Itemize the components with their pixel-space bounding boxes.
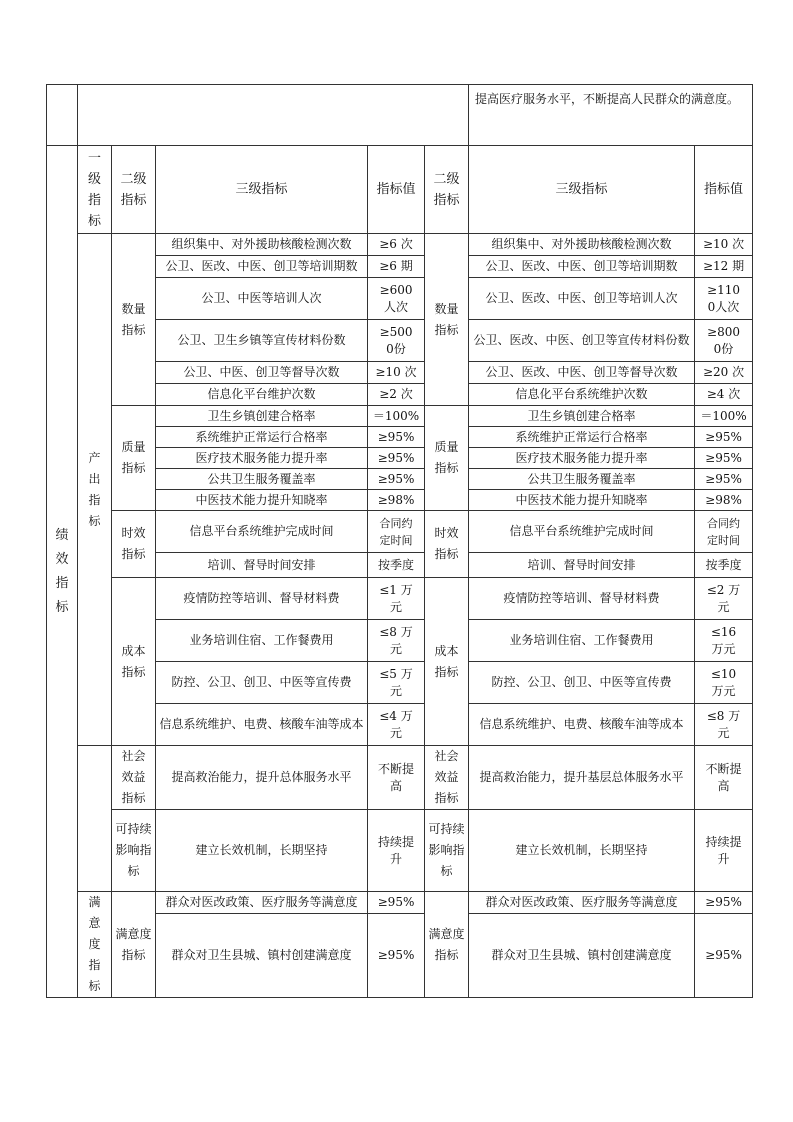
group-timeliness-right: 时效指标 bbox=[425, 511, 469, 578]
value-right: ≥95% bbox=[695, 914, 753, 998]
value-right: ≤10 万元 bbox=[695, 662, 753, 704]
output-indicator-label: 产出指标 bbox=[78, 234, 112, 746]
value-right: ≥8000份 bbox=[695, 320, 753, 362]
indicator-left: 公卫、中医、创卫等督导次数 bbox=[156, 362, 368, 384]
group-satisfaction-left: 满意度指标 bbox=[112, 892, 156, 998]
indicator-right: 公卫、医改、中医、创卫等培训人次 bbox=[469, 278, 695, 320]
group-social-right: 社会效益指标 bbox=[425, 746, 469, 810]
performance-indicator-label: 绩效指标 bbox=[47, 146, 78, 998]
value-right: ≥95% bbox=[695, 427, 753, 448]
value-left: ≥98% bbox=[368, 490, 425, 511]
blank-level1-cell bbox=[78, 746, 112, 892]
value-left: ≥95% bbox=[368, 914, 425, 998]
value-right: ≥95% bbox=[695, 469, 753, 490]
value-left: ≥600人次 bbox=[368, 278, 425, 320]
indicator-left: 群众对医改政策、医疗服务等满意度 bbox=[156, 892, 368, 914]
group-cost-left: 成本指标 bbox=[112, 578, 156, 746]
indicator-right: 医疗技术服务能力提升率 bbox=[469, 448, 695, 469]
value-left: ≥2 次 bbox=[368, 384, 425, 406]
value-left: ≥95% bbox=[368, 427, 425, 448]
value-right: ≥95% bbox=[695, 892, 753, 914]
header-level3-left: 三级指标 bbox=[156, 146, 368, 234]
indicator-right: 公卫、医改、中医、创卫等培训期数 bbox=[469, 256, 695, 278]
performance-indicator-table bbox=[46, 84, 753, 998]
header-level2-right: 二级指标 bbox=[425, 146, 469, 234]
indicator-left: 公卫、医改、中医、创卫等培训期数 bbox=[156, 256, 368, 278]
value-left: ≥95% bbox=[368, 892, 425, 914]
group-satisfaction-right: 满意度指标 bbox=[425, 892, 469, 998]
value-right: 持续提升 bbox=[695, 810, 753, 892]
group-timeliness-left: 时效指标 bbox=[112, 511, 156, 578]
indicator-left: 信息平台系统维护完成时间 bbox=[156, 511, 368, 553]
indicator-right: 防控、公卫、创卫、中医等宣传费 bbox=[469, 662, 695, 704]
indicator-right: 提高救治能力，提升基层总体服务水平 bbox=[469, 746, 695, 810]
indicator-right: 培训、督导时间安排 bbox=[469, 553, 695, 578]
value-right: 不断提高 bbox=[695, 746, 753, 810]
blank-cell bbox=[47, 85, 78, 146]
value-left: ＝100% bbox=[368, 406, 425, 427]
indicator-left: 公卫、中医等培训人次 bbox=[156, 278, 368, 320]
value-right: 合同约定时间 bbox=[695, 511, 753, 553]
indicator-left: 公共卫生服务覆盖率 bbox=[156, 469, 368, 490]
value-left: ≤1 万元 bbox=[368, 578, 425, 620]
group-sustain-left: 可持续影响指标 bbox=[112, 810, 156, 892]
header-level3-right: 三级指标 bbox=[469, 146, 695, 234]
value-left: ≤4 万元 bbox=[368, 704, 425, 746]
value-left: ≥95% bbox=[368, 448, 425, 469]
indicator-right: 组织集中、对外援助核酸检测次数 bbox=[469, 234, 695, 256]
value-right: ≥20 次 bbox=[695, 362, 753, 384]
indicator-left: 业务培训住宿、工作餐费用 bbox=[156, 620, 368, 662]
group-quantity-right: 数量指标 bbox=[425, 234, 469, 406]
header-level1: 一级指标 bbox=[78, 146, 112, 234]
value-right: ≥95% bbox=[695, 448, 753, 469]
value-right: ≥1100人次 bbox=[695, 278, 753, 320]
indicator-left: 组织集中、对外援助核酸检测次数 bbox=[156, 234, 368, 256]
top-text: 提高医疗服务水平，不断提高人民群众的满意度。 bbox=[469, 85, 753, 146]
indicator-left: 提高救治能力，提升总体服务水平 bbox=[156, 746, 368, 810]
value-right: ≥4 次 bbox=[695, 384, 753, 406]
value-left: ≤5 万元 bbox=[368, 662, 425, 704]
value-left: 按季度 bbox=[368, 553, 425, 578]
value-left: 合同约定时间 bbox=[368, 511, 425, 553]
indicator-right: 信息化平台系统维护次数 bbox=[469, 384, 695, 406]
blank-cell bbox=[78, 85, 469, 146]
indicator-right: 系统维护正常运行合格率 bbox=[469, 427, 695, 448]
value-right: ≤2 万元 bbox=[695, 578, 753, 620]
indicator-right: 群众对医改政策、医疗服务等满意度 bbox=[469, 892, 695, 914]
indicator-left: 医疗技术服务能力提升率 bbox=[156, 448, 368, 469]
indicator-left: 信息系统维护、电费、核酸车油等成本 bbox=[156, 704, 368, 746]
indicator-left: 中医技术能力提升知晓率 bbox=[156, 490, 368, 511]
value-right: 按季度 bbox=[695, 553, 753, 578]
value-left: ≥6 次 bbox=[368, 234, 425, 256]
indicator-right: 疫情防控等培训、督导材料费 bbox=[469, 578, 695, 620]
indicator-right: 建立长效机制，长期坚持 bbox=[469, 810, 695, 892]
header-value-right: 指标值 bbox=[695, 146, 753, 234]
satisfaction-level1-label: 满意度指标 bbox=[78, 892, 112, 998]
indicator-left: 卫生乡镇创建合格率 bbox=[156, 406, 368, 427]
header-value-left: 指标值 bbox=[368, 146, 425, 234]
indicator-right: 公卫、医改、中医、创卫等宣传材料份数 bbox=[469, 320, 695, 362]
value-right: ≥12 期 bbox=[695, 256, 753, 278]
value-right: ≤8 万元 bbox=[695, 704, 753, 746]
indicator-right: 信息系统维护、电费、核酸车油等成本 bbox=[469, 704, 695, 746]
value-left: ≤8 万元 bbox=[368, 620, 425, 662]
indicator-left: 信息化平台维护次数 bbox=[156, 384, 368, 406]
indicator-right: 公共卫生服务覆盖率 bbox=[469, 469, 695, 490]
group-social-left: 社会效益指标 bbox=[112, 746, 156, 810]
indicator-right: 公卫、医改、中医、创卫等督导次数 bbox=[469, 362, 695, 384]
indicator-left: 公卫、卫生乡镇等宣传材料份数 bbox=[156, 320, 368, 362]
indicator-right: 卫生乡镇创建合格率 bbox=[469, 406, 695, 427]
group-quality-left: 质量指标 bbox=[112, 406, 156, 511]
value-right: ＝100% bbox=[695, 406, 753, 427]
indicator-left: 防控、公卫、创卫、中医等宣传费 bbox=[156, 662, 368, 704]
value-left: ≥95% bbox=[368, 469, 425, 490]
indicator-left: 建立长效机制，长期坚持 bbox=[156, 810, 368, 892]
value-right: ≥98% bbox=[695, 490, 753, 511]
group-sustain-right: 可持续影响指标 bbox=[425, 810, 469, 892]
value-left: 持续提升 bbox=[368, 810, 425, 892]
indicator-left: 疫情防控等培训、督导材料费 bbox=[156, 578, 368, 620]
indicator-right: 信息平台系统维护完成时间 bbox=[469, 511, 695, 553]
indicator-left: 系统维护正常运行合格率 bbox=[156, 427, 368, 448]
value-right: ≤16 万元 bbox=[695, 620, 753, 662]
group-quantity-left: 数量指标 bbox=[112, 234, 156, 406]
indicator-right: 群众对卫生县城、镇村创建满意度 bbox=[469, 914, 695, 998]
indicator-right: 中医技术能力提升知晓率 bbox=[469, 490, 695, 511]
value-right: ≥10 次 bbox=[695, 234, 753, 256]
value-left: ≥10 次 bbox=[368, 362, 425, 384]
indicator-right: 业务培训住宿、工作餐费用 bbox=[469, 620, 695, 662]
value-left: ≥6 期 bbox=[368, 256, 425, 278]
group-quality-right: 质量指标 bbox=[425, 406, 469, 511]
value-left: 不断提高 bbox=[368, 746, 425, 810]
indicator-left: 群众对卫生县城、镇村创建满意度 bbox=[156, 914, 368, 998]
indicator-left: 培训、督导时间安排 bbox=[156, 553, 368, 578]
value-left: ≥5000份 bbox=[368, 320, 425, 362]
group-cost-right: 成本指标 bbox=[425, 578, 469, 746]
header-level2-left: 二级指标 bbox=[112, 146, 156, 234]
